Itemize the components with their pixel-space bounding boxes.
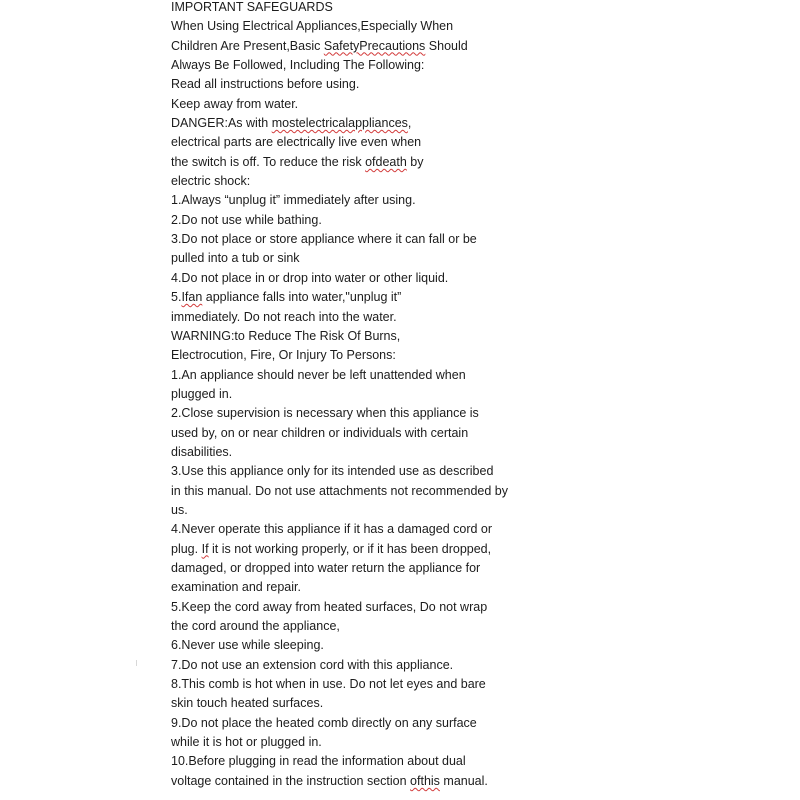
text-segment: us. [171,502,188,517]
spellcheck-flagged-word: SafetyPrecautions [323,38,426,53]
text-line [171,443,771,462]
spellcheck-flagged-word: If [201,541,209,556]
text-line [171,327,771,346]
text-segment: 1.Always “unplug it” immediately after using. [171,193,416,208]
text-line [171,520,771,539]
text-segment: Should [425,38,468,53]
text-line [171,191,771,210]
text-segment: electrical parts are electrically live even when [171,135,422,150]
text-segment: 8.This comb is hot when in use. Do not let eyes and bare [171,677,486,692]
text-segment: electric shock: [171,174,251,189]
text-segment: it is not working properly, or if it has been dropped, [208,541,492,556]
text-segment: examination and repair. [171,580,301,595]
text-segment: 4.Never operate this appliance if it has a damaged cord or [171,522,493,537]
text-line [171,694,771,713]
text-segment: 10.Before plugging in read the information about dual [171,754,466,769]
text-segment: WARNING:to Reduce The Risk Of Burns, [171,328,401,343]
text-segment: 2.Close supervision is necessary when this appliance is [171,406,479,421]
text-line [171,598,771,617]
text-segment: damaged, or dropped into water return the appliance for [171,560,481,575]
text-segment: 5.Keep the cord away from heated surfaces, Do not wrap [171,599,488,614]
text-segment: IMPORTANT SAFEGUARDS [171,0,333,14]
text-line [171,656,771,675]
text-segment: used by, on or near children or individuals with certain [171,425,469,440]
text-line [171,133,771,152]
text-segment: 3.Do not place or store appliance where it can fall or be [171,232,477,247]
text-line [171,540,771,559]
text-line [171,17,771,36]
text-segment: plugged in. [171,386,233,401]
text-line [171,366,771,385]
text-line [171,37,771,56]
text-segment: voltage contained in the instruction section [171,773,411,788]
text-line [171,269,771,288]
text-line [171,56,771,75]
text-line [171,636,771,655]
text-segment: , [407,116,412,131]
text-segment: DANGER:As with [171,116,272,131]
text-segment: by [406,154,424,169]
text-segment: 7.Do not use an extension cord with this appliance. [171,657,454,672]
text-segment: 3.Use this appliance only for its intended use as described [171,464,494,479]
text-segment: Electrocution, Fire, Or Injury To Persons: [171,348,396,363]
spellcheck-flagged-word: mostelectricalappliances [271,116,408,131]
text-line [171,75,771,94]
text-line [171,0,771,17]
text-segment: When Using Electrical Appliances,Especially When [171,19,454,34]
text-line [171,462,771,481]
text-segment: 6.Never use while sleeping. [171,638,324,653]
safeguards-text [171,0,771,791]
text-segment: skin touch heated surfaces. [171,696,324,711]
text-line [171,714,771,733]
text-line [171,733,771,752]
text-line [171,346,771,365]
spellcheck-flagged-word: Ifan [181,290,203,305]
text-line [171,752,771,771]
text-line [171,153,771,172]
text-segment: Read all instructions before using. [171,77,360,92]
text-line [171,230,771,249]
text-line [171,617,771,636]
text-line [171,95,771,114]
text-segment: Always Be Followed, Including The Following: [171,58,425,73]
text-segment: in this manual. Do not use attachments not recommended by [171,483,508,498]
text-segment: 9.Do not place the heated comb directly on any surface [171,715,477,730]
text-segment: the cord around the appliance, [171,619,340,633]
text-line [171,114,771,133]
text-line [171,578,771,597]
text-segment: 4.Do not place in or drop into water or other liquid. [171,270,449,285]
text-line [171,249,771,268]
spellcheck-flagged-word: ofdeath [365,154,407,169]
text-line [171,211,771,230]
text-segment: while it is hot or plugged in. [171,735,322,750]
spellcheck-flagged-word: ofthis [410,773,440,788]
text-line [171,559,771,578]
text-segment: the switch is off. To reduce the risk [171,154,366,169]
text-line [171,501,771,520]
text-line [171,424,771,443]
text-line [171,404,771,423]
margin-mark [136,660,137,666]
text-line [171,482,771,501]
text-segment: Children Are Present,Basic [171,38,324,53]
text-segment: Keep away from water. [171,96,299,111]
text-line [171,308,771,327]
text-segment: 1.An appliance should never be left unattended when [171,367,466,382]
text-segment: manual. [439,773,488,788]
text-segment: disabilities. [171,444,233,459]
text-line [171,675,771,694]
text-segment: immediately. Do not reach into the water. [171,309,397,324]
text-segment: appliance falls into water,"unplug it” [202,290,402,305]
text-line [171,288,771,307]
text-line [171,172,771,191]
text-segment: 2.Do not use while bathing. [171,212,322,227]
text-segment: plug. [171,541,202,556]
text-segment: 5. [171,290,182,305]
text-segment: pulled into a tub or sink [171,251,300,266]
text-line [171,385,771,404]
text-line [171,772,771,791]
